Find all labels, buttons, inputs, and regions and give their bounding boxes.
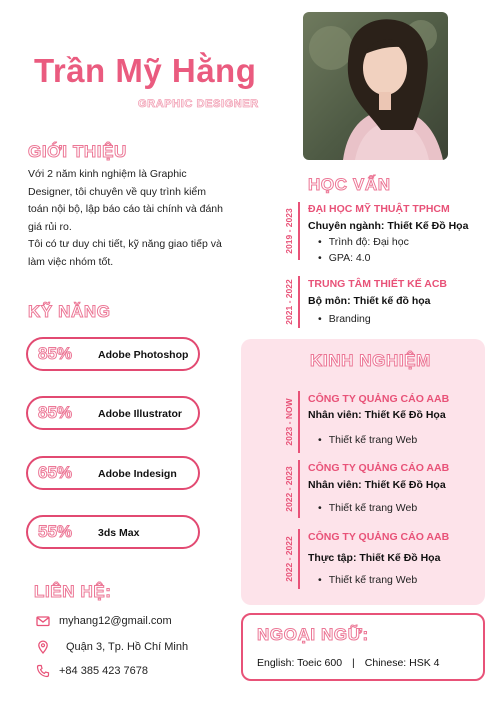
experience-dates: 2022 - 2022 xyxy=(284,536,294,582)
education-dates: 2019 - 2023 xyxy=(284,208,294,254)
education-dates: 2021 - 2022 xyxy=(284,279,294,325)
experience-company: CÔNG TY QUẢNG CÁO AAB xyxy=(308,393,450,405)
contact-phone-text: +84 385 423 7678 xyxy=(59,665,149,677)
skill-pill xyxy=(26,396,200,430)
contact-phone[interactable] xyxy=(36,664,148,678)
education-school: TRUNG TÂM THIẾT KẾ ACB xyxy=(308,278,448,290)
education-bullet: • Branding xyxy=(318,313,371,325)
candidate-role: GRAPHIC DESIGNER xyxy=(138,98,259,110)
experience-bullet: • Thiết kế trang Web xyxy=(318,502,417,514)
skill-percent: 85% xyxy=(38,344,73,363)
language-chinese: Chinese: HSK 4 xyxy=(364,657,440,669)
skills-title: KỸ NĂNG xyxy=(28,302,111,321)
education-timeline-bar xyxy=(298,276,300,328)
skill-name: 3ds Max xyxy=(98,527,140,539)
contact-email[interactable] xyxy=(36,614,172,628)
skill-percent: 85% xyxy=(38,403,73,422)
contact-email-text: myhang12@gmail.com xyxy=(59,615,172,627)
experience-timeline-bar xyxy=(298,391,300,453)
location-pin-icon xyxy=(36,640,50,654)
languages-line xyxy=(257,657,439,669)
experience-company: CÔNG TY QUẢNG CÁO AAB xyxy=(308,462,450,474)
education-timeline-bar xyxy=(298,202,300,260)
contact-address-text: Quận 3, Tp. Hồ Chí Minh xyxy=(66,641,189,653)
experience-bullet: • Thiết kế trang Web xyxy=(318,574,417,586)
candidate-name: Trần Mỹ Hằng xyxy=(34,52,257,89)
skill-percent: 55% xyxy=(38,522,73,541)
skill-name: Adobe Photoshop xyxy=(98,349,189,361)
experience-dates: 2022 - 2023 xyxy=(284,466,294,512)
experience-position: Nhân viên: Thiết Kế Đồ Họa xyxy=(308,479,446,491)
experience-position: Thực tập: Thiết Kế Đồ Họa xyxy=(308,552,441,564)
education-bullet: • GPA: 4.0 xyxy=(318,252,371,264)
language-english: English: Toeic 600 xyxy=(257,657,343,669)
experience-company: CÔNG TY QUẢNG CÁO AAB xyxy=(308,531,450,543)
education-school: ĐẠI HỌC MỸ THUẬT TPHCM xyxy=(308,203,450,215)
education-bullet: • Trình độ: Đại học xyxy=(318,236,409,248)
intro-text xyxy=(28,166,228,271)
experience-position: Nhân viên: Thiết Kế Đồ Họa xyxy=(308,409,446,421)
contact-address xyxy=(36,640,188,654)
contact-title: LIÊN HỆ: xyxy=(34,582,112,601)
experience-timeline-bar xyxy=(298,460,300,518)
skill-pill xyxy=(26,337,200,371)
experience-timeline-bar xyxy=(298,529,300,589)
languages-title: NGOẠI NGỮ: xyxy=(257,625,369,644)
education-title: HỌC VẤN xyxy=(308,175,391,194)
education-major: Bộ môn: Thiết kế đồ họa xyxy=(308,295,431,307)
education-major: Chuyên ngành: Thiết Kế Đồ Họa xyxy=(308,220,469,232)
experience-dates: 2023 - NOW xyxy=(284,398,294,446)
intro-paragraph-2: Tôi có tư duy chi tiết, kỹ năng giao tiếp và làm việc nhóm tốt. xyxy=(28,238,222,268)
intro-title: GIỚI THIỆU xyxy=(28,142,127,161)
experience-title: KINH NGHIỆM xyxy=(310,351,431,370)
language-separator: | xyxy=(352,657,355,669)
experience-bullet: • Thiết kế trang Web xyxy=(318,434,417,446)
skill-percent: 65% xyxy=(38,463,73,482)
intro-paragraph-1: Với 2 năm kinh nghiệm là Graphic Designer, tôi chuyên về quy trình kiểm toán nội bộ, lập báo cáo tài chính và đánh giá rủi ro. xyxy=(28,168,223,233)
skill-name: Adobe Illustrator xyxy=(98,408,183,420)
languages-panel xyxy=(241,613,485,681)
skill-name: Adobe Indesign xyxy=(98,468,177,480)
mail-icon xyxy=(36,614,50,628)
phone-icon xyxy=(36,664,50,678)
skill-pill xyxy=(26,456,200,490)
skill-pill xyxy=(26,515,200,549)
profile-photo xyxy=(303,12,448,160)
